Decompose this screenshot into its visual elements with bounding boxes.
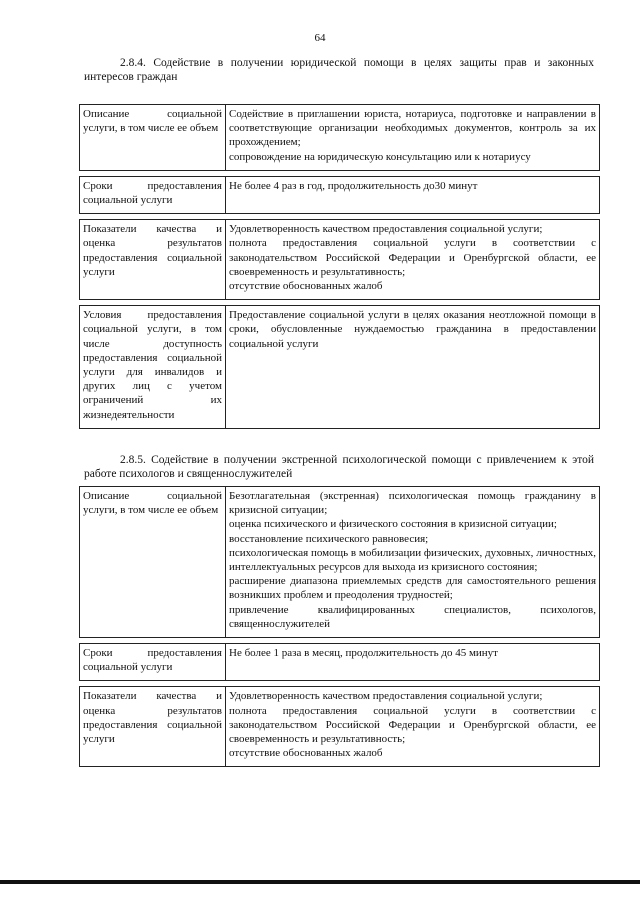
service-table-2-8-5 [79,486,600,767]
value-line: отсутствие обоснованных жалоб [229,747,383,760]
row-label: Показатели качества и оценка результатов предоставления социальной услуги [80,687,226,767]
value-line: психологическая помощь в мобилизации физических, духовных, личностных, интеллектуальных ресурсов для выхода из кризисного состояния; [229,546,596,574]
value-line: полнота предоставления социальной услуги в соответствии с законодательством Российской Федерации и Оренбургской области, ее своевременность и результативность; [229,237,596,278]
value-line: Безотлагательная (экстренная) психологическая помощь гражданину в кризисной ситуации; [229,490,596,517]
value-line: Предоставление социальной услуги в целях оказания неотложной помощи в сроки, обусловленные нуждаемостью гражданина в предоставлении социальной услуги [229,309,596,350]
row-value [226,644,600,681]
row-value [226,687,600,767]
value-line: привлечение квалифицированных специалистов, психологов, священнослужителей [229,603,596,630]
row-label: Показатели качества и оценка результатов предоставления социальной услуги [80,220,226,300]
table-row [80,105,600,171]
section-heading-2-8-5: 2.8.5. Содействие в получении экстренной психологической помощи с привлечением к этой работе психологов и священнослужителей [84,454,594,480]
row-label: Сроки предоставления социальной услуги [80,176,226,213]
table-row [80,644,600,681]
value-line: полнота предоставления социальной услуги в соответствии с законодательством Российской Федерации и Оренбургской области, ее своевременность и результативность; [229,704,596,746]
row-value [226,220,600,300]
value-line: Не более 4 раз в год, продолжительность до30 минут [229,179,478,192]
value-line: отсутствие обоснованных жалоб [229,280,383,293]
value-line: сопровождение на юридическую консультацию или к нотариусу [229,150,531,163]
value-line: Удовлетворенность качеством предоставления социальной услуги; [229,690,543,703]
row-label: Описание социальной услуги, в том числе ее объем [80,487,226,638]
bottom-rule [0,880,640,884]
table-row [80,487,600,638]
value-line: Удовлетворенность качеством предоставления социальной услуги; [229,223,543,236]
row-value [226,487,600,638]
table-row [80,687,600,767]
table-row [80,220,600,300]
row-label: Сроки предоставления социальной услуги [80,644,226,681]
row-label: Условия предоставления социальной услуги, в том числе доступность предоставления социальной услуги для инвалидов и других лиц с учетом ограничений их жизнедеятельности [80,306,226,429]
row-value [226,105,600,171]
value-line: расширение диапазона приемлемых средств для самостоятельного решения возникших проблем и преодоления трудностей; [229,575,596,602]
row-value [226,176,600,213]
row-value [226,306,600,429]
value-line: восстановление психического равновесия; [229,532,429,545]
service-table-2-8-4 [79,104,600,429]
value-line: оценка психического и физического состояния в кризисной ситуации; [229,518,557,531]
table-row [80,306,600,429]
value-line: Не более 1 раза в месяц, продолжительность до 45 минут [229,647,498,660]
value-line: Содействие в приглашении юриста, нотариуса, подготовке и направлении в соответствующие организации необходимых документов, контроль за их прохождением; [229,108,596,149]
section-heading-2-8-4: 2.8.4. Содействие в получении юридической помощи в целях защиты прав и законных интересов граждан [84,57,594,83]
row-label: Описание социальной услуги, в том числе ее объем [80,105,226,171]
page-number: 64 [314,32,326,44]
table-row [80,176,600,213]
